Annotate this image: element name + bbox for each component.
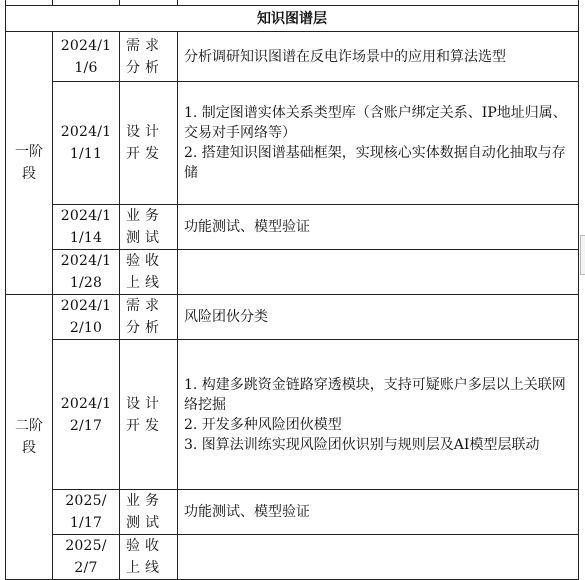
date-cell: 2024/11/14 bbox=[53, 205, 120, 250]
table-row bbox=[6, 340, 579, 490]
description-cell bbox=[178, 340, 579, 490]
description-cell bbox=[178, 82, 579, 205]
table-row bbox=[6, 250, 579, 295]
table-row bbox=[6, 82, 579, 205]
activity-cell: 业务测试 bbox=[120, 490, 178, 535]
activity-cell: 业务测试 bbox=[120, 205, 178, 250]
description-line: 功能测试、模型验证 bbox=[184, 504, 310, 520]
table-row bbox=[6, 32, 579, 82]
description-line: 3. 图算法训练实现风险团伙识别与规则层及AI模型层联动 bbox=[184, 436, 540, 453]
description-cell bbox=[178, 490, 579, 535]
description-cell bbox=[178, 535, 579, 580]
description-cell bbox=[178, 205, 579, 250]
scrollbar-handle[interactable] bbox=[580, 235, 585, 275]
description-line: 1. 构建多跳资金链路穿透模块，支持可疑账户多层以上关联网络挖掘 bbox=[184, 376, 566, 413]
schedule-table bbox=[5, 0, 579, 580]
description-cell bbox=[178, 32, 579, 82]
activity-cell: 需求分析 bbox=[120, 32, 178, 82]
date-cell: 2024/12/10 bbox=[53, 295, 120, 340]
section-title: 知识图谱层 bbox=[6, 6, 579, 32]
activity-cell: 验收上线 bbox=[120, 535, 178, 580]
description-cell bbox=[178, 295, 579, 340]
date-cell: 2024/11/6 bbox=[53, 32, 120, 82]
stage-label: 二阶段 bbox=[15, 418, 43, 456]
stage-cell bbox=[6, 32, 53, 295]
description-line: 功能测试、模型验证 bbox=[184, 219, 310, 235]
section-title-row bbox=[6, 6, 579, 32]
description-line: 风险团伙分类 bbox=[184, 309, 268, 325]
description-line: 1. 制定图谱实体关系类型库（含账户绑定关系、IP地址归属、交易对手网络等） bbox=[184, 105, 567, 141]
table-row bbox=[6, 535, 579, 580]
date-cell: 2025/2/7 bbox=[53, 535, 120, 580]
table-row bbox=[6, 490, 579, 535]
activity-cell: 设计开发 bbox=[120, 340, 178, 490]
activity-cell: 需求分析 bbox=[120, 295, 178, 340]
description-line: 2. 搭建知识图谱基础框架，实现核心实体数据自动化抽取与存储 bbox=[184, 145, 566, 181]
table-row bbox=[6, 295, 579, 340]
description-line: 2. 开发多种风险团伙模型 bbox=[184, 416, 342, 433]
activity-cell: 设计开发 bbox=[120, 82, 178, 205]
date-cell: 2025/1/17 bbox=[53, 490, 120, 535]
stage-cell bbox=[6, 295, 53, 580]
date-cell: 2024/11/11 bbox=[53, 82, 120, 205]
date-cell: 2024/12/17 bbox=[53, 340, 120, 490]
table-row bbox=[6, 205, 579, 250]
stage-label: 一阶段 bbox=[15, 144, 43, 182]
description-cell bbox=[178, 250, 579, 295]
description-line: 分析调研知识图谱在反电诈场景中的应用和算法选型 bbox=[184, 48, 506, 65]
date-cell: 2024/11/28 bbox=[53, 250, 120, 295]
activity-cell: 验收上线 bbox=[120, 250, 178, 295]
